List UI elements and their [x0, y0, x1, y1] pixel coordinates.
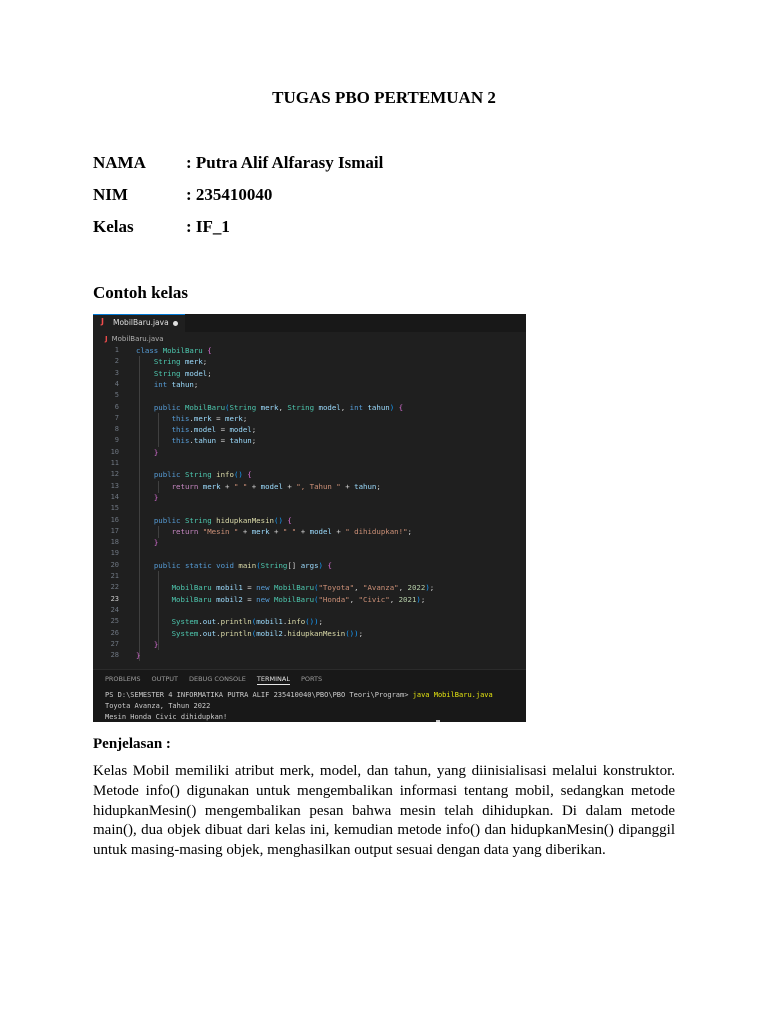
code-line[interactable]: String model; [153, 368, 212, 378]
code-line[interactable]: this.merk = merk; [171, 413, 248, 423]
line-number: 13 [110, 481, 119, 490]
code-line[interactable]: return "Mesin " + merk + " " + model + " dihidupkan!"; [171, 526, 412, 536]
panel-tab-ports[interactable]: PORTS [300, 675, 323, 683]
section-title: Contoh kelas [93, 283, 188, 302]
page-title: TUGAS PBO PERTEMUAN 2 [272, 88, 496, 107]
code-line[interactable]: public String info() { [153, 470, 252, 480]
explanation-paragraph: Kelas Mobil memiliki atribut merk, model, dan tahun, yang diinisialisasi melalui konstruktor. Metode info() digunakan untuk mengembalikan informasi tentang mobil, sedangkan metode hidupkanMesin() mengembalikan pesan bahwa mesin telah dihidupkan. Di dalam metode main(), dua objek dibuat dari kelas ini, kemudian metode info() dan hidupkanMesin() dipanggil untuk masing-masing objek, menghasilkan output sesuai dengan data yang diberikan. [93, 763, 675, 859]
code-line[interactable]: } [153, 538, 159, 548]
unsaved-dot-icon[interactable] [173, 321, 178, 326]
line-number: 3 [114, 368, 119, 377]
terminal-cursor [436, 720, 440, 722]
breadcrumb-label: MobilBaru.java [111, 335, 164, 343]
line-number: 5 [114, 391, 119, 400]
info-value-nim: : 235410040 [186, 185, 273, 204]
line-number: 4 [114, 379, 119, 388]
terminal-prompt: PS D:\SEMESTER 4 INFORMATIKA PUTRA ALIF 235410040\PBO\PBO Teori\Program> [105, 691, 413, 699]
terminal-output-line: Toyota Avanza, Tahun 2022 [105, 702, 211, 710]
code-line[interactable]: String merk; [153, 357, 208, 367]
editor-tab[interactable] [93, 314, 185, 332]
line-number: 12 [110, 470, 119, 479]
code-line[interactable]: public static void main(String[] args) { [153, 560, 332, 570]
editor-tab-label: MobilBaru.java [113, 318, 169, 327]
code-line[interactable]: class MobilBaru { [136, 346, 212, 355]
line-number: 2 [114, 357, 119, 366]
code-line[interactable]: int tahun; [153, 379, 199, 389]
line-number: 18 [110, 538, 119, 547]
code-line[interactable]: } [153, 492, 159, 502]
line-number: 26 [110, 628, 119, 637]
code-line[interactable]: System.out.println(mobil2.hidupkanMesin()); [171, 628, 364, 638]
line-number: 10 [110, 447, 119, 456]
line-number: 7 [114, 413, 119, 422]
panel-tab-terminal[interactable]: TERMINAL [256, 675, 290, 683]
line-number: 14 [110, 492, 119, 501]
line-number: 25 [110, 617, 119, 626]
line-number: 19 [110, 549, 119, 558]
bottom-panel [93, 669, 526, 722]
terminal-command: java MobilBaru.java [412, 691, 493, 699]
panel-tab-debug-console[interactable]: DEBUG CONSOLE [188, 675, 246, 683]
code-line[interactable]: public MobilBaru(String merk, String model, int tahun) { [153, 402, 404, 412]
terminal-output-line: Mesin Honda Civic dihidupkan! [105, 713, 228, 721]
info-value-kelas: : IF_1 [186, 217, 230, 236]
info-label-kelas: Kelas [93, 217, 134, 236]
line-number: 17 [110, 526, 119, 535]
info-label-nama: NAMA [93, 153, 146, 172]
line-number: 20 [110, 560, 119, 569]
code-line[interactable]: MobilBaru mobil1 = new MobilBaru("Toyota", "Avanza", 2022); [171, 583, 435, 593]
line-number: 16 [110, 515, 119, 524]
line-number: 8 [114, 425, 119, 434]
line-number: 9 [114, 436, 119, 445]
line-number: 24 [110, 605, 119, 614]
explanation-title: Penjelasan : [93, 736, 171, 752]
line-number: 1 [114, 346, 119, 354]
line-number: 27 [110, 639, 119, 648]
editor-tab-bar [93, 314, 526, 332]
code-line[interactable]: } [136, 651, 141, 661]
line-number: 6 [114, 402, 119, 411]
line-number: 11 [110, 459, 119, 467]
java-file-icon: J [105, 335, 108, 343]
info-label-nim: NIM [93, 185, 128, 204]
info-value-nama: : Putra Alif Alfarasy Ismail [186, 153, 384, 172]
line-number: 15 [110, 504, 119, 513]
terminal-command-line[interactable] [105, 691, 493, 699]
code-screenshot [93, 314, 526, 722]
code-line[interactable]: this.model = model; [171, 425, 257, 435]
code-line[interactable]: } [153, 447, 159, 457]
code-line[interactable]: } [153, 639, 159, 649]
code-line[interactable]: public String hidupkanMesin() { [153, 515, 292, 525]
panel-tabs [105, 675, 333, 683]
line-number: 22 [110, 583, 119, 592]
panel-tab-output[interactable]: OUTPUT [151, 675, 178, 683]
code-line[interactable]: this.tahun = tahun; [171, 436, 257, 446]
line-number: 21 [110, 572, 119, 580]
line-number: 28 [110, 651, 119, 660]
breadcrumb[interactable] [105, 335, 164, 343]
java-file-icon: J [101, 317, 104, 326]
line-number: 23 [110, 594, 119, 603]
code-line[interactable]: return merk + " " + model + ", Tahun " + tahun; [171, 481, 381, 491]
code-line[interactable]: MobilBaru mobil2 = new MobilBaru("Honda", "Civic", 2021); [171, 594, 426, 604]
panel-tab-problems[interactable]: PROBLEMS [105, 675, 141, 683]
code-line[interactable]: System.out.println(mobil1.info()); [171, 617, 323, 627]
